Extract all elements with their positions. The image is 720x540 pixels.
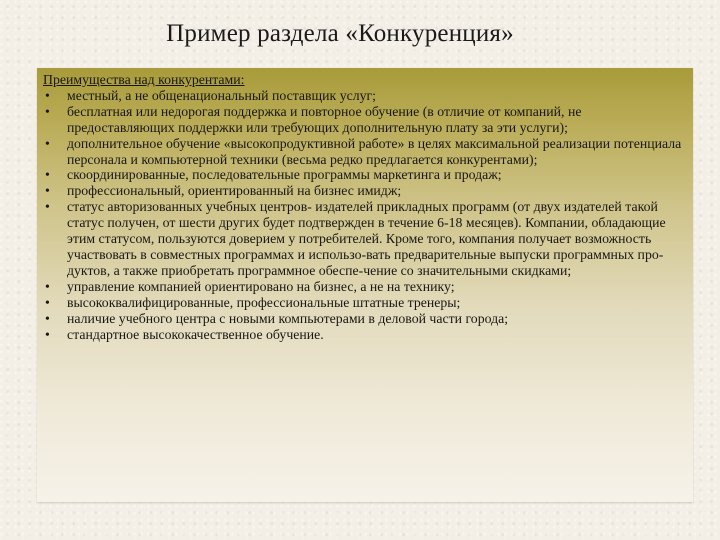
bullet-icon: •	[45, 135, 50, 151]
list-item	[43, 183, 687, 199]
bullet-icon: •	[45, 294, 50, 310]
bullet-icon: •	[45, 278, 50, 294]
content-box	[37, 68, 693, 502]
bullet-icon: •	[45, 310, 50, 326]
list-item-text: управление компанией ориентировано на бизнес, а не на технику;	[67, 278, 455, 294]
content-body	[43, 72, 687, 342]
advantages-list	[43, 88, 687, 343]
list-item-text: стандартное высококачественное обучение.	[67, 326, 324, 342]
list-item-text: наличие учебного центра с новыми компьютерами в деловой части города;	[67, 310, 509, 326]
list-item	[43, 311, 687, 327]
bullet-icon: •	[45, 103, 50, 119]
bullet-icon: •	[45, 167, 50, 183]
bullet-icon: •	[45, 183, 50, 199]
list-item	[43, 327, 687, 343]
bullet-icon: •	[45, 199, 50, 215]
slide-title: Пример раздела «Конкуренция»	[166, 20, 514, 47]
list-item-text: высококвалифицированные, профессиональные штатные тренеры;	[67, 294, 461, 310]
list-item-text: дополнительное обучение «высокопродуктивной работе» в целях максимальной реализации потенциала персонала и компьютерной техники (весьма редко предлагается конкурентами);	[67, 135, 682, 167]
list-item	[43, 88, 687, 104]
list-item	[43, 167, 687, 183]
list-item	[43, 279, 687, 295]
list-item-text: статус авторизованных учебных центров- издателей прикладных программ (от двух издателей такой статус получен, от шести других будет подтвержден в течение 6-18 месяцев). Компании, обладающие этим статусом, пользуются доверием у потребителей. Кроме того, компания получает возможность участвовать в совместных программах и использо-вать предварительные выпуски программных про-дуктов, а также приобретать программное обеспе-чение со значительными скидками;	[67, 199, 666, 278]
list-item	[43, 104, 687, 136]
list-item	[43, 295, 687, 311]
bullet-icon: •	[45, 87, 50, 103]
list-item	[43, 199, 687, 279]
list-item-text: бесплатная или недорогая поддержка и повторное обучение (в отличие от компаний, не предоставляющих поддержки или требующих дополнительную плату за эти услуги);	[67, 103, 582, 135]
section-heading: Преимущества над конкурентами:	[43, 72, 245, 87]
list-item-text: скоординированные, последовательные программы маркетинга и продаж;	[67, 167, 502, 183]
list-item-text: местный, а не общенациональный поставщик услуг;	[67, 87, 376, 103]
bullet-icon: •	[45, 326, 50, 342]
list-item-text: профессиональный, ориентированный на бизнес имидж;	[67, 183, 402, 199]
list-item	[43, 136, 687, 168]
